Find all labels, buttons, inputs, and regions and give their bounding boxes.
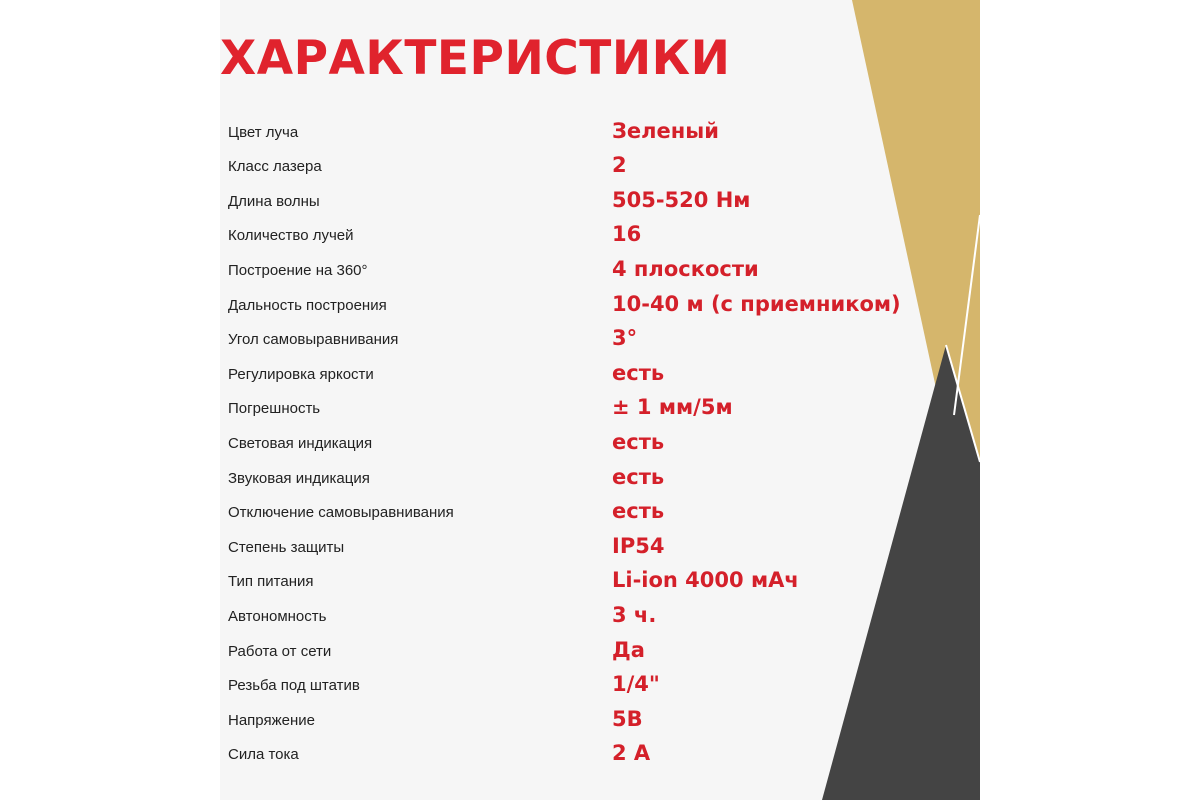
spec-row bbox=[228, 353, 928, 388]
spec-value: есть bbox=[612, 360, 665, 385]
spec-row bbox=[228, 492, 928, 527]
spec-label: Длина волны bbox=[228, 192, 320, 210]
spec-value: 4 плоскости bbox=[612, 256, 759, 281]
spec-row bbox=[228, 561, 928, 596]
spec-row bbox=[228, 319, 928, 354]
spec-value: IP54 bbox=[612, 533, 665, 558]
spec-row bbox=[228, 388, 928, 423]
spec-label: Количество лучей bbox=[228, 227, 354, 245]
spec-value: 1/4" bbox=[612, 672, 660, 697]
spec-row bbox=[228, 734, 928, 769]
spec-label: Резьба под штатив bbox=[228, 677, 360, 695]
spec-value: 2 А bbox=[612, 741, 651, 766]
spec-label: Класс лазера bbox=[228, 158, 322, 176]
spec-label: Тип питания bbox=[228, 573, 314, 591]
spec-value: ± 1 мм/5м bbox=[612, 395, 733, 420]
spec-row bbox=[228, 422, 928, 457]
spec-row bbox=[228, 595, 928, 630]
spec-card bbox=[220, 0, 980, 800]
spec-list bbox=[228, 111, 928, 768]
spec-label: Дальность построения bbox=[228, 296, 387, 314]
spec-value: 5В bbox=[612, 706, 643, 731]
spec-row bbox=[228, 249, 928, 284]
spec-label: Напряжение bbox=[228, 711, 315, 729]
spec-value: есть bbox=[612, 429, 665, 454]
spec-value: Li-ion 4000 мАч bbox=[612, 568, 799, 593]
spec-value: Да bbox=[612, 637, 645, 662]
spec-value: Зеленый bbox=[612, 118, 719, 143]
spec-label: Сила тока bbox=[228, 746, 299, 764]
spec-label: Звуковая индикация bbox=[228, 469, 370, 487]
spec-row bbox=[228, 146, 928, 181]
spec-label: Погрешность bbox=[228, 400, 321, 418]
spec-label: Регулировка яркости bbox=[228, 365, 374, 383]
spec-label: Цвет луча bbox=[228, 123, 299, 141]
spec-value: есть bbox=[612, 499, 665, 524]
spec-row bbox=[228, 457, 928, 492]
spec-row bbox=[228, 630, 928, 665]
spec-value: 10-40 м (с приемником) bbox=[612, 291, 901, 316]
spec-value: есть bbox=[612, 464, 665, 489]
spec-value: 505-520 Нм bbox=[612, 187, 751, 212]
spec-row bbox=[228, 284, 928, 319]
spec-row bbox=[228, 180, 928, 215]
spec-label: Угол самовыравнивания bbox=[228, 331, 399, 349]
spec-row bbox=[228, 526, 928, 561]
spec-value: 16 bbox=[612, 222, 642, 247]
spec-label: Степень защиты bbox=[228, 538, 345, 556]
spec-value: 2 bbox=[612, 153, 627, 178]
spec-row bbox=[228, 665, 928, 700]
spec-row bbox=[228, 699, 928, 734]
spec-label: Световая индикация bbox=[228, 434, 373, 452]
page-title: ХАРАКТЕРИСТИКИ bbox=[220, 31, 731, 86]
spec-row bbox=[228, 111, 928, 146]
spec-value: 3 ч. bbox=[612, 602, 657, 627]
spec-value: 3° bbox=[612, 326, 638, 351]
spec-row bbox=[228, 215, 928, 250]
spec-label: Автономность bbox=[228, 607, 327, 625]
spec-label: Отключение самовыравнивания bbox=[228, 504, 454, 522]
spec-label: Работа от сети bbox=[228, 642, 332, 660]
spec-label: Построение на 360° bbox=[228, 261, 368, 279]
